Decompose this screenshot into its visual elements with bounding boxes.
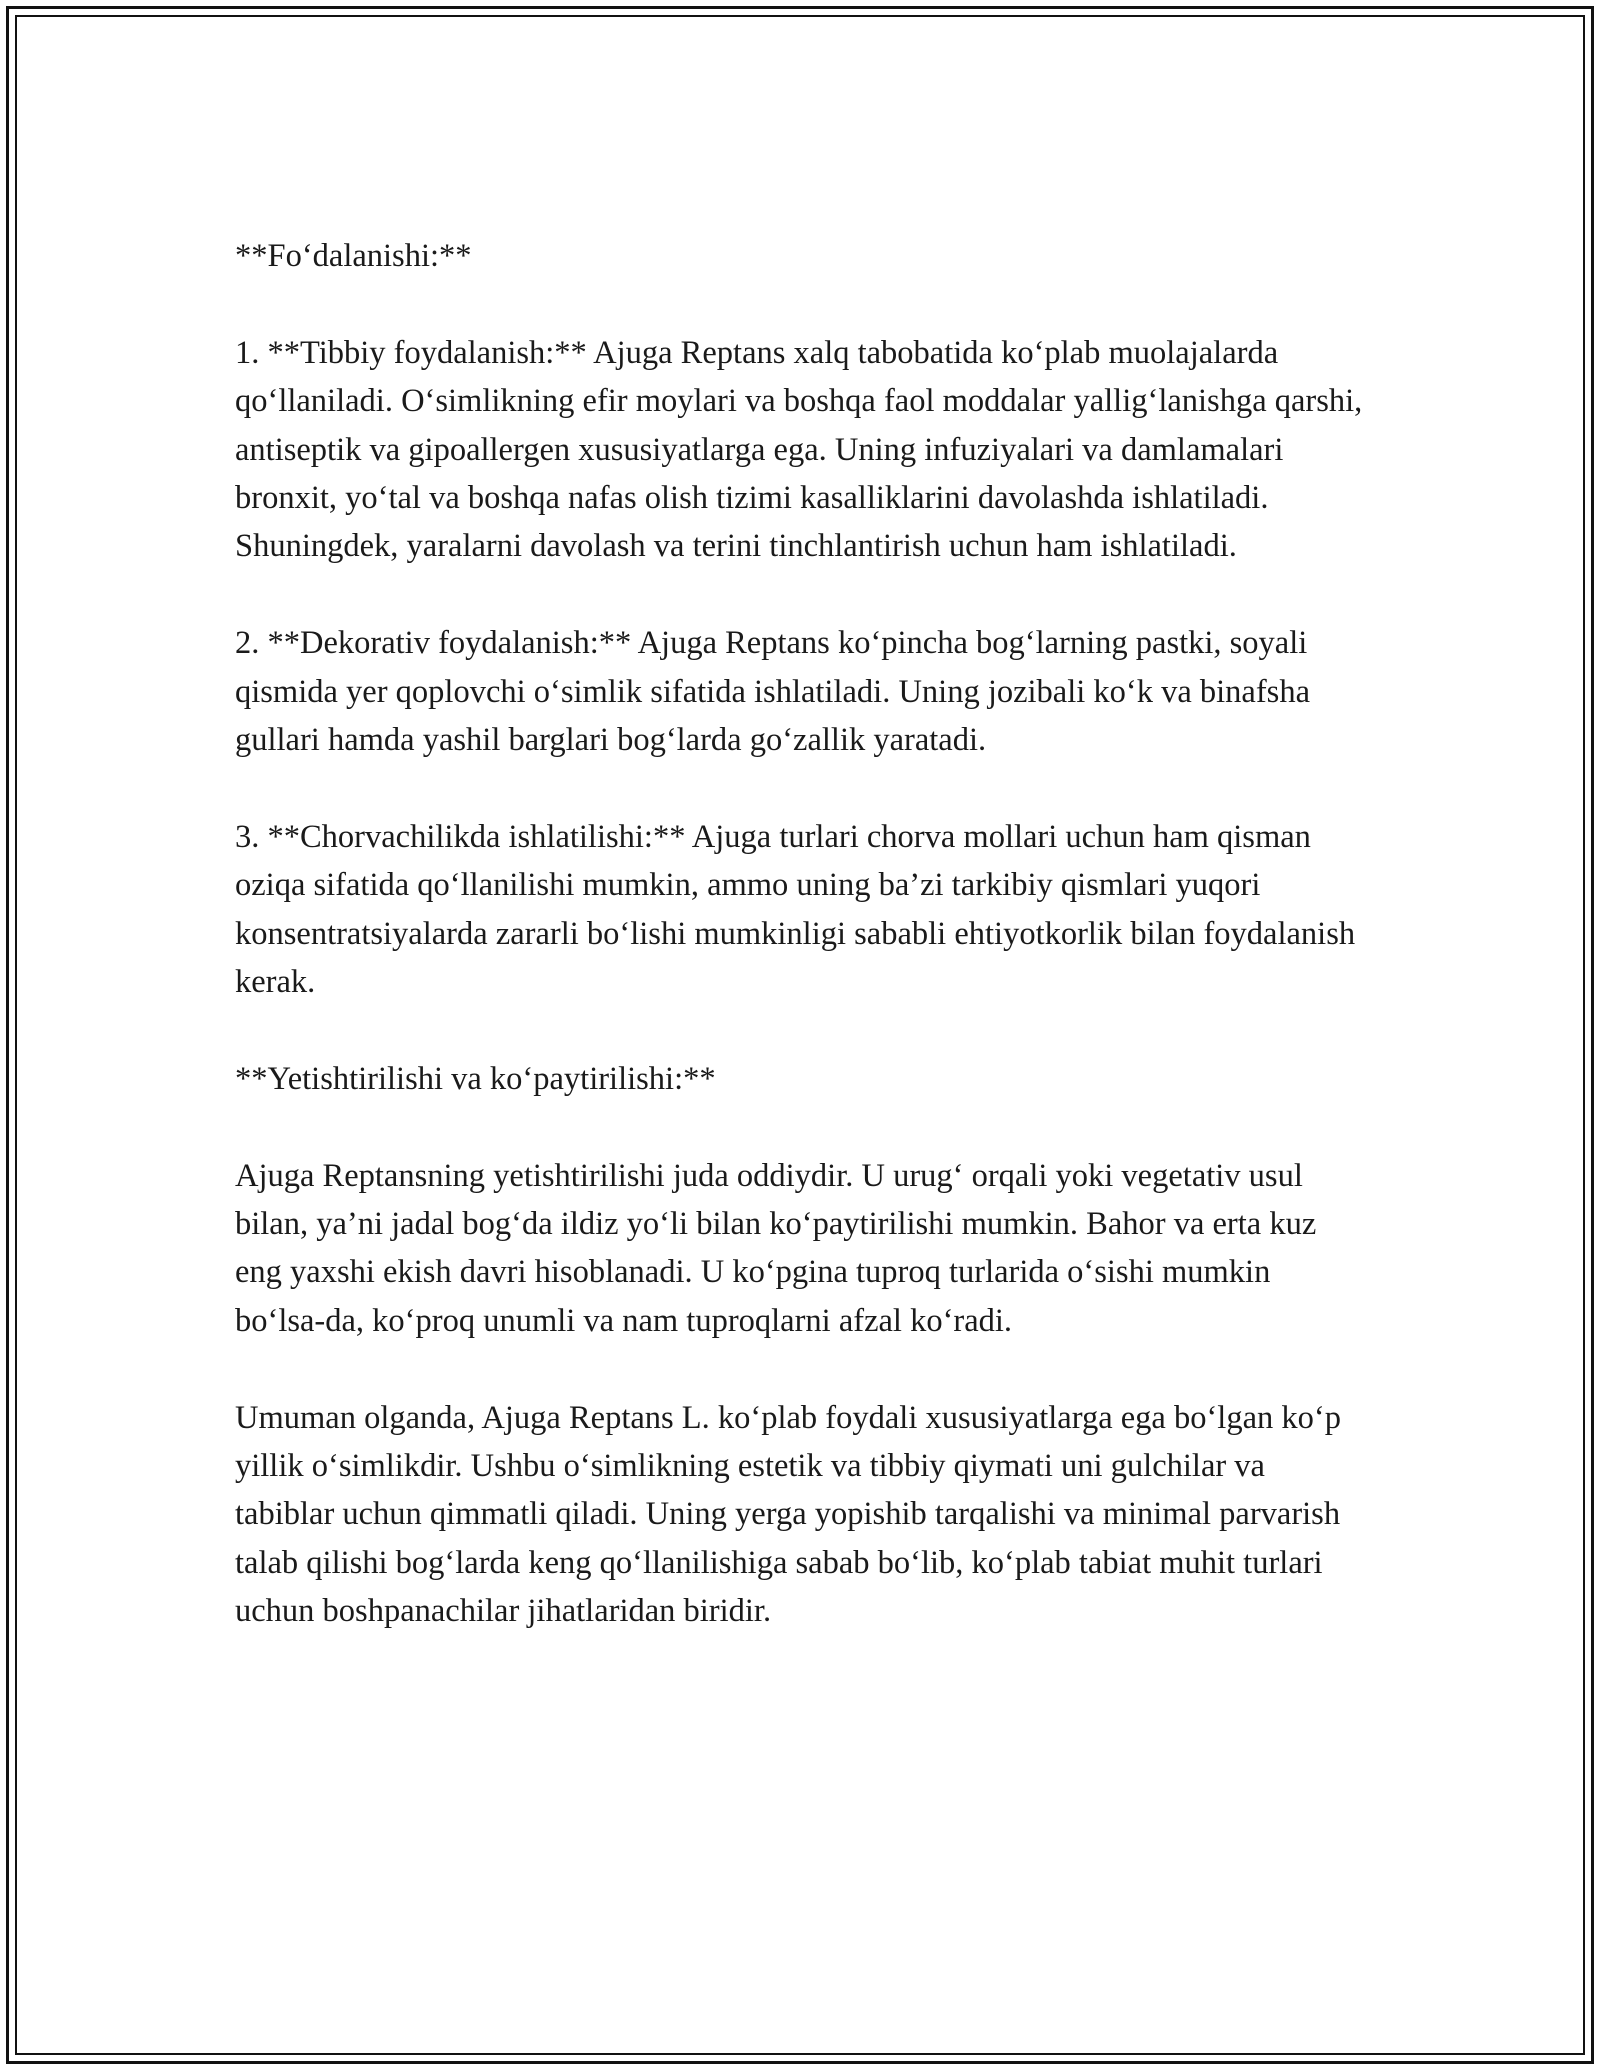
cultivation-heading: **Yetishtirilishi va ko‘paytirilishi:** (235, 1060, 716, 1097)
document-body (235, 232, 1365, 1684)
usage-item-decorative: 2. **Dekorativ foydalanish:** Ajuga Reptans ko‘pincha bog‘larning pastki, soyali qismida yer qoplovchi o‘simlik sifatida ishlatiladi. Uning jozibali ko‘k va binafsha gullari hamda yashil barglari bog‘larda go‘zallik yaratadi. (235, 625, 1311, 759)
usage-item-livestock: 3. **Chorvachilikda ishlatilishi:** Ajuga turlari chorva mollari uchun ham qisman oziqa sifatida qo‘llanilishi mumkin, ammo uning ba’zi tarkibiy qismlari yuqori konsentratsiyalarda zararli bo‘lishi mumkinligi sababli ehtiyotkorlik bilan foydalanish kerak. (235, 818, 1356, 1001)
cultivation-paragraph: Ajuga Reptansning yetishtirilishi juda oddiydir. U urug‘ orqali yoki vegetativ usul bilan, ya’ni jadal bog‘da ildiz yo‘li bilan ko‘paytirilishi mumkin. Bahor va erta kuz eng yaxshi ekish davri hisoblanadi. U ko‘pgina tuproq turlarida o‘sishi mumkin bo‘lsa-da, ko‘proq unumli va nam tuproqlarni afzal ko‘radi. (235, 1157, 1317, 1339)
conclusion-paragraph: Umuman olganda, Ajuga Reptans L. ko‘plab foydali xususiyatlarga ega bo‘lgan ko‘p yillik o‘simlikdir. Ushbu o‘simlikning estetik va tibbiy qiymati uni gulchilar va tabiblar uchun qimmatli qiladi. Uning yerga yopishib tarqalishi va minimal parvarish talab qilishi bog‘larda keng qo‘llanilishiga sabab bo‘lib, ko‘plab tabiat muhit turlari uchun boshpanachilar jihatlaridan biridir. (235, 1399, 1341, 1630)
usage-item-medical: 1. **Tibbiy foydalanish:** Ajuga Reptans xalq tabobatida ko‘plab muolajalarda qo‘llaniladi. O‘simlikning efir moylari va boshqa faol moddalar yallig‘lanishga qarshi, antiseptik va gipoallergen xususiyatlarga ega. Uning infuziyalari va damlamalari bronxit, yo‘tal va boshqa nafas olish tizimi kasalliklarini davolashda ishlatiladi. Shuningdek, yaralarni davolash va terini tinchlantirish uchun ham ishlatiladi. (235, 334, 1363, 565)
usage-heading: **Fo‘dalanishi:** (235, 238, 472, 274)
